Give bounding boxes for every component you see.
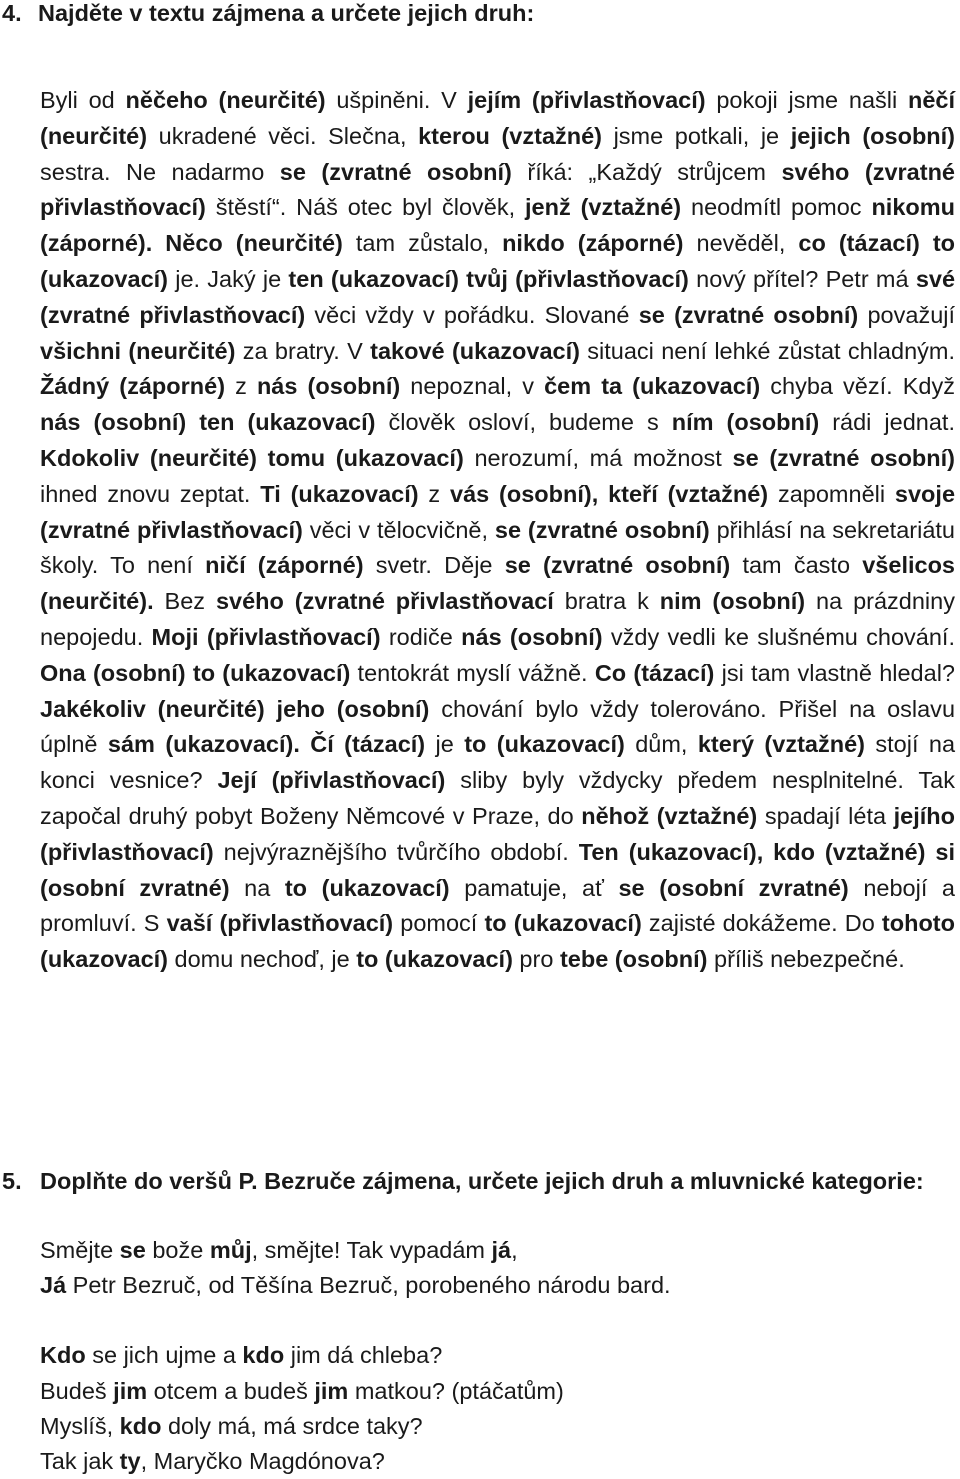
pronoun-annotation: se (zvratné osobní) bbox=[732, 444, 955, 471]
plain-text: situaci není lehké zůstat chladným. bbox=[579, 337, 955, 364]
plain-text: bratra k bbox=[553, 588, 660, 615]
pronoun-annotation: jejím (přivlastňovací) bbox=[467, 87, 706, 113]
plain-text: chyba vězí. Když bbox=[760, 373, 955, 400]
plain-text: neodmítl pomoc bbox=[681, 194, 872, 221]
plain-text: Petr Bezruč, od Těšína Bezruč, porobeného národu bard. bbox=[66, 1272, 671, 1298]
pronoun-annotation: kterou (vztažné) bbox=[418, 122, 603, 149]
plain-text: Myslíš, bbox=[40, 1413, 120, 1439]
verse-line bbox=[40, 1338, 442, 1373]
plain-text: na bbox=[229, 874, 285, 901]
pronoun-annotation: něhož (vztažné) bbox=[581, 802, 758, 829]
plain-text: bože bbox=[145, 1237, 210, 1263]
plain-text: z bbox=[418, 480, 451, 507]
pronoun-annotation: nás (osobní) ten (ukazovací) bbox=[40, 409, 376, 436]
plain-text: štěstí“. Náš otec byl člověk, bbox=[205, 194, 526, 221]
plain-text: Byli od bbox=[40, 87, 126, 113]
plain-text: nový přítel? Petr má bbox=[688, 265, 916, 292]
pronoun-annotation: Jakékoliv (neurčité) jeho (osobní) bbox=[40, 695, 430, 722]
pronoun-annotation: jejího (přivlastňovací) bbox=[40, 802, 955, 865]
plain-text: Smějte bbox=[40, 1237, 120, 1263]
pronoun-annotation: se bbox=[119, 1237, 146, 1263]
pronoun-annotation: svého (zvratné přivlastňovací) bbox=[40, 158, 956, 221]
plain-text: z bbox=[225, 373, 257, 400]
pronoun-annotation: který (vztažné) bbox=[697, 731, 865, 758]
pronoun-annotation: čem ta (ukazovací) bbox=[544, 373, 761, 400]
plain-text: Tak jak bbox=[40, 1448, 120, 1474]
plain-text: jim dá chleba? bbox=[284, 1342, 443, 1368]
pronoun-annotation: ten (ukazovací) tvůj (přivlastňovací) bbox=[288, 265, 689, 292]
plain-text: pokoji jsme našli bbox=[705, 87, 908, 113]
plain-text bbox=[300, 731, 310, 757]
pronoun-annotation: Ti (ukazovací) bbox=[260, 480, 419, 507]
pronoun-annotation: kdo bbox=[242, 1342, 285, 1368]
plain-text: za bratry. V bbox=[235, 337, 371, 364]
plain-text: nerozumí, má možnost bbox=[463, 444, 733, 471]
plain-text: otcem a budeš bbox=[147, 1378, 315, 1404]
plain-text: příliš nebezpečné. bbox=[707, 946, 905, 973]
pronoun-annotation: se (zvratné osobní) bbox=[638, 301, 859, 328]
pronoun-annotation: se (zvratné osobní) bbox=[279, 158, 512, 185]
plain-text: svetr. Děje bbox=[363, 552, 505, 579]
verse-line bbox=[40, 1233, 518, 1268]
pronoun-annotation: se (zvratné osobní) bbox=[494, 516, 710, 543]
plain-text: zapomněli bbox=[768, 480, 895, 507]
pronoun-annotation: všelicos (neurčité). bbox=[40, 552, 955, 615]
task-4-number: 4. bbox=[2, 0, 22, 26]
plain-text: tentokrát myslí vážně. bbox=[350, 659, 595, 686]
pronoun-annotation: Ona (osobní) to (ukazovací) bbox=[40, 659, 351, 686]
pronoun-annotation: něčeho (neurčité) bbox=[125, 87, 326, 113]
plain-text: pro bbox=[512, 946, 560, 973]
pronoun-annotation: jenž (vztažné) bbox=[525, 194, 682, 221]
plain-text: věci v tělocvičně, bbox=[302, 516, 495, 543]
plain-text: Budeš bbox=[40, 1378, 114, 1404]
pronoun-annotation: nás (osobní) bbox=[461, 623, 603, 650]
pronoun-annotation: to (ukazovací) bbox=[284, 874, 450, 901]
pronoun-annotation: já bbox=[491, 1237, 512, 1263]
plain-text: přihlásí na sekretariátu školy. To není bbox=[40, 516, 955, 579]
pronoun-annotation: nikdo (záporné) bbox=[502, 230, 684, 257]
pronoun-annotation: jim bbox=[314, 1378, 349, 1404]
task-5-number: 5. bbox=[2, 1168, 22, 1194]
plain-text: Bez bbox=[153, 588, 216, 615]
pronoun-annotation: svého (zvratné přivlastňovací bbox=[215, 588, 554, 615]
pronoun-annotation: to (ukazovací) bbox=[356, 946, 513, 973]
plain-text: doly má, má srdce taky? bbox=[161, 1413, 423, 1439]
pronoun-annotation: co (tázací) to (ukazovací) bbox=[40, 230, 956, 292]
pronoun-annotation: Její (přivlastňovací) bbox=[217, 767, 446, 794]
plain-text: pomocí bbox=[393, 910, 485, 937]
plain-text: nevěděl, bbox=[683, 230, 799, 257]
plain-text: spadají léta bbox=[757, 802, 894, 829]
plain-text: rodiče bbox=[380, 623, 462, 650]
plain-text: , smějte! Tak vypadám bbox=[251, 1237, 492, 1263]
verse-line bbox=[40, 1409, 423, 1444]
verse-line bbox=[40, 1268, 671, 1303]
plain-text: jsi tam vlastně hledal? bbox=[714, 659, 955, 686]
plain-text: ukradené věci. Slečna, bbox=[147, 122, 419, 149]
pronoun-annotation: ničí (záporné) bbox=[205, 552, 364, 579]
pronoun-annotation: Žádný (záporné) bbox=[40, 373, 226, 400]
pronoun-annotation: Něco (neurčité) bbox=[165, 230, 343, 257]
plain-text: je. Jaký je bbox=[168, 265, 289, 292]
plain-text: vždy vedli ke slušnému chování. bbox=[602, 623, 955, 650]
pronoun-annotation: se (osobní zvratné) bbox=[618, 874, 849, 901]
plain-text: , Maryčko Magdónova? bbox=[140, 1448, 385, 1474]
plain-text: tam zůstalo, bbox=[342, 230, 503, 257]
pronoun-annotation: své (zvratné přivlastňovací) bbox=[40, 265, 956, 328]
verse-line bbox=[40, 1374, 564, 1409]
pronoun-annotation: Kdo bbox=[40, 1342, 86, 1368]
pronoun-annotation: nás (osobní) bbox=[256, 373, 401, 400]
task-4-heading bbox=[2, 0, 534, 30]
plain-text: chování bylo vždy tolerováno. Přišel na oslavu úplně bbox=[40, 695, 956, 758]
pronoun-annotation: takové (ukazovací) bbox=[370, 337, 580, 364]
pronoun-annotation: sám (ukazovací). bbox=[107, 731, 300, 758]
plain-text: rádi jednat. bbox=[819, 409, 955, 436]
plain-text bbox=[152, 230, 165, 256]
pronoun-annotation: ním (osobní) bbox=[671, 409, 820, 436]
plain-text: zajisté dokážeme. Do bbox=[641, 910, 882, 937]
plain-text: považují bbox=[858, 301, 956, 328]
pronoun-annotation: nim (osobní) bbox=[659, 588, 806, 615]
plain-text: sestra. Ne nadarmo bbox=[40, 158, 280, 185]
plain-text: tam často bbox=[730, 552, 863, 579]
pronoun-annotation: se (zvratné osobní) bbox=[504, 552, 731, 579]
verse-line bbox=[40, 1444, 385, 1479]
pronoun-annotation: svoje (zvratné přivlastňovací) bbox=[40, 480, 956, 543]
plain-text: matkou? (ptáčatům) bbox=[348, 1378, 564, 1404]
plain-text: stojí na konci vesnice? bbox=[40, 731, 956, 794]
plain-text: je bbox=[425, 731, 465, 758]
plain-text: ušpiněni. V bbox=[325, 87, 468, 113]
task-4-paragraph bbox=[40, 83, 955, 978]
plain-text: člověk osloví, budeme s bbox=[375, 409, 672, 436]
pronoun-annotation: můj bbox=[209, 1237, 252, 1263]
plain-text: věci vždy v pořádku. Slované bbox=[305, 301, 639, 328]
pronoun-annotation: něčí (neurčité) bbox=[40, 87, 955, 149]
task-5-heading bbox=[2, 1163, 957, 1199]
pronoun-annotation: nikomu (záporné). bbox=[40, 194, 955, 257]
plain-text: říká: „Každý strůjcem bbox=[511, 158, 782, 185]
plain-text: nejvýraznějšího tvůrčího období. bbox=[213, 838, 579, 865]
pronoun-annotation: Já bbox=[40, 1272, 67, 1298]
pronoun-annotation: ty bbox=[119, 1448, 141, 1474]
pronoun-annotation: jim bbox=[113, 1378, 148, 1404]
pronoun-annotation: vás (osobní), kteří (vztažné) bbox=[450, 480, 769, 507]
pronoun-annotation: Kdokoliv (neurčité) tomu (ukazovací) bbox=[40, 444, 464, 471]
pronoun-annotation: vaší (přivlastňovací) bbox=[166, 910, 394, 937]
plain-text: pamatuje, ať bbox=[449, 874, 619, 901]
plain-text: ihned znovu zeptat. bbox=[40, 480, 261, 507]
pronoun-annotation: Čí (tázací) bbox=[310, 731, 426, 758]
pronoun-annotation: Ten (ukazovací), kdo (vztažné) si (osobní zvratné) bbox=[40, 838, 955, 901]
plain-text: nepoznal, v bbox=[400, 373, 545, 400]
plain-text: domu nechoď, je bbox=[168, 946, 357, 973]
plain-text: dům, bbox=[624, 731, 698, 758]
pronoun-annotation: tebe (osobní) bbox=[559, 946, 708, 973]
pronoun-annotation: kdo bbox=[119, 1413, 162, 1439]
pronoun-annotation: Moji (přivlastňovací) bbox=[151, 623, 381, 650]
task-4-title: Najděte v textu zájmena a určete jejich druh: bbox=[38, 0, 535, 26]
plain-text: , bbox=[511, 1237, 518, 1263]
pronoun-annotation: Co (tázací) bbox=[594, 659, 715, 686]
plain-text: na prázdniny nepojedu. bbox=[40, 588, 955, 650]
pronoun-annotation: tohoto (ukazovací) bbox=[40, 910, 955, 973]
task-5-title: Doplňte do veršů P. Bezruče zájmena, určete jejich druh a mluvnické kategorie: bbox=[40, 1168, 924, 1194]
pronoun-annotation: jejich (osobní) bbox=[790, 122, 956, 149]
plain-text: sliby byly vždycky předem nesplnitelné. Tak započal druhý pobyt Boženy Němcové v Praze, do bbox=[40, 767, 956, 829]
pronoun-annotation: to (ukazovací) bbox=[484, 910, 642, 937]
plain-text: nebojí a promluví. S bbox=[40, 874, 956, 937]
pronoun-annotation: to (ukazovací) bbox=[464, 731, 625, 758]
plain-text: se jich ujme a bbox=[85, 1342, 243, 1368]
pronoun-annotation: všichni (neurčité) bbox=[40, 337, 236, 364]
plain-text: jsme potkali, je bbox=[602, 122, 791, 149]
